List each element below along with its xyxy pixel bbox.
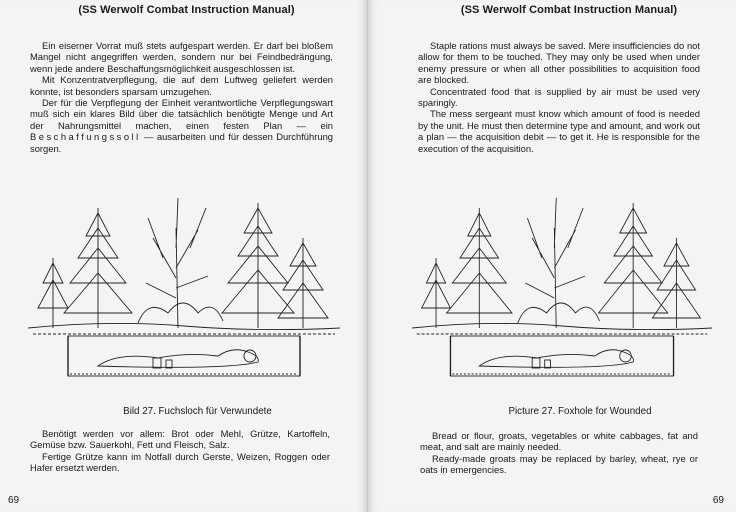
paragraph: Bread or flour, groats, vegetables or white cabbages, fat and meat, and salt are mainly needed.: [420, 430, 698, 453]
paragraph: The mess sergeant must know which amount of food is needed by the unit. He must then determine type and amount, and work out a plan — the acquisition debit — to get it. He is responsible for the execution of the acquisition.: [418, 108, 700, 154]
left-body-text: [30, 40, 333, 154]
figure-caption: Bild 27. Fuchsloch für Verwundete: [123, 406, 272, 417]
page-header: (SS Werwolf Combat Instruction Manual): [78, 4, 295, 16]
paragraph: Staple rations must always be saved. Mere insufficiencies do not allow for them to be touched. They may only be used when under enemy pressure or when all other possibilities to acquisition food are blocked.: [418, 40, 700, 86]
figure-caption: Picture 27. Foxhole for Wounded: [508, 406, 652, 417]
foxhole-illustration: [412, 188, 712, 400]
page-header: (SS Werwolf Combat Instruction Manual): [460, 4, 678, 16]
paragraph: Ready-made groats may be replaced by barley, wheat, rye or oats in emergencies.: [420, 452, 698, 476]
paragraph: Fertige Grütze kann im Notfall durch Gerste, Weizen, Roggen oder Hafer ersetzt werden.: [30, 450, 330, 474]
page-number: 69: [712, 495, 724, 506]
left-foot-text: [30, 428, 330, 474]
paragraph: Concentrated food that is supplied by air must be used very sparingly.: [418, 85, 700, 109]
right-foot-text: [420, 430, 698, 476]
right-page: [368, 0, 736, 512]
paragraph: Benötigt werden vor allem: Brot oder Mehl, Grütze, Kartoffeln, Gemüse bzw. Sauerkohl, Fett und Fleisch, Salz.: [30, 428, 330, 451]
page-number: 69: [8, 495, 20, 506]
paragraph: [30, 97, 333, 154]
spaced-term: Beschaffungssoll: [30, 131, 141, 143]
paragraph-part: Der für die Verpflegung der Einheit verantwortliche Verpflegungswart muß sich ein klares Bild über die tatsächlich benötigte Menge und Art der Nahrungsmittel machen, einen festen Plan — ein: [30, 97, 333, 131]
paragraph: Ein eiserner Vorrat muß stets aufgespart werden. Er darf bei bloßem Mangel nicht angegriffen werden, sondern nur bei Feindbedrängung, wenn jede andere Beschaffungsmöglichkeit ausgeschlossen ist.: [30, 40, 333, 74]
right-body-text: [418, 40, 700, 154]
paragraph: Mit Konzentratverpflegung, die auf dem Luftweg geliefert werden konnte, ist besonders sparsam umzugehen.: [30, 74, 333, 97]
foxhole-illustration: [28, 188, 340, 400]
paragraph-part: — ausarbeiten und für dessen Durchführung sorgen.: [30, 131, 333, 154]
